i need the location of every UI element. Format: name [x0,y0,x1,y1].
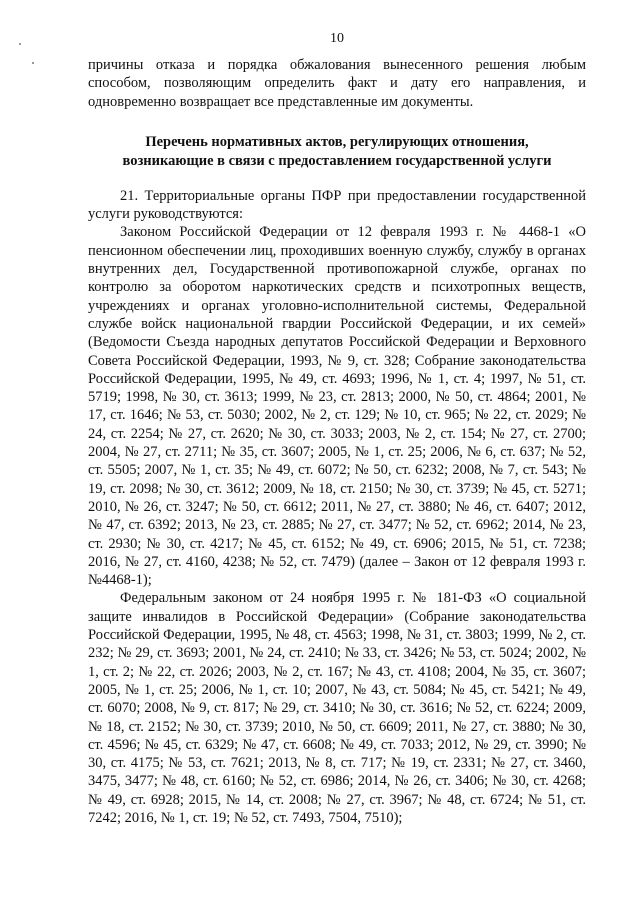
law-181-fz-paragraph: Федеральным законом от 24 ноября 1995 г. № 181-ФЗ «О социальной защите инвалидов в Российской Федерации» (Собрание законодательства Российской Федерации, 1995, № 48, ст. 4563; 1998, № 31, ст. 3803; 1999, № 2, ст. 232; № 29, ст. 3693; 2001, № 24, ст. 2410; № 33, ст. 3426; № 53, ст. 5024; 2002, № 1, ст. 2; № 22, ст. 2026; 2003, № 2, ст. 167; № 43, ст. 4108; 2004, № 35, ст. 3607; 2005, № 1, ст. 25; 2006, № 1, ст. 10; 2007, № 43, ст. 5084; № 45, ст. 5421; № 49, ст. 6070; 2008, № 9, ст. 817; № 29, ст. 3410; № 30, ст. 3616; № 52, ст. 6224; 2009, № 18, ст. 2152; № 30, ст. 3739; 2010, № 50, ст. 6609; 2011, № 27, ст. 3880; № 30, ст. 4596; № 45, ст. 6329; № 47, ст. 6608; № 49, ст. 7033; 2012, № 29, ст. 3990; № 30, ст. 4175; № 53, ст. 7621; 2013, № 8, ст. 717; № 19, ст. 2331; № 27, ст. 3460, 3475, 3477; № 48, ст. 6160; № 52, ст. 6986; 2014, № 26, ст. 3406; № 30, ст. 4268; № 49, ст. 6928; 2015, № 14, ст. 2008; № 27, ст. 3967; № 48, ст. 6724; № 51, ст. 7242; 2016, № 1, ст. 19; № 52, ст. 7493, 7504, 7510); [88,590,586,826]
section-heading [88,133,586,171]
clause-21: 21. Территориальные органы ПФР при предоставлении государственной услуги руководствуются: [88,187,586,223]
scan-speck [19,43,21,45]
section-heading-line-1: Перечень нормативных актов, регулирующих отношения, [145,133,529,150]
section-heading-line-2: возникающие в связи с предоставлением государственной услуги [122,152,552,169]
law-4468-1-paragraph: Законом Российской Федерации от 12 февраля 1993 г. № 4468-1 «О пенсионном обеспечении лиц, проходивших военную службу, службу в органах внутренних дел, Государственной противопожарной службе, органах по контролю за оборотом наркотических средств и психотропных веществ, учреждениях и органах уголовно-исполнительной системы, Федеральной службе войск национальной гвардии Российской Федерации, и их семей» (Ведомости Съезда народных депутатов Российской Федерации и Верховного Совета Российской Федерации, 1993, № 9, ст. 328; Собрание законодательства Российской Федерации, 1995, № 49, ст. 4693; 1996, № 1, ст. 4; 1997, № 51, ст. 5719; 1998, № 30, ст. 3613; 1999, № 23, ст. 2813; 2000, № 50, ст. 4864; 2001, № 17, ст. 1646; № 53, ст. 5030; 2002, № 2, ст. 129; № 10, ст. 965; № 22, ст. 2029; № 24, ст. 2254; № 27, ст. 2620; № 30, ст. 3033; 2003, № 2, ст. 154; № 27, ст. 2700; 2004, № 27, ст. 2711; № 35, ст. 3607; 2005, № 1, ст. 25; 2006, № 6, ст. 637; № 52, ст. 5505; 2007, № 1, ст. 35; № 49, ст. 6072; № 50, ст. 6232; 2008, № 7, ст. 543; № 19, ст. 2098; № 30, ст. 3612; 2009, № 18, ст. 2150; № 30, ст. 3739; № 45, ст. 5271; 2010, № 26, ст. 3247; № 50, ст. 6612; 2011, № 27, ст. 3880; № 46, ст. 6407; 2012, № 47, ст. 6392; 2013, № 23, ст. 2885; № 27, ст. 3477; № 52, ст. 6962; 2014, № 23, ст. 2930; № 30, ст. 4217; № 45, ст. 6152; № 49, ст. 6906; 2015, № 51, ст. 7238; 2016, № 27, ст. 4160, 4238; № 52, ст. 7479) (далее – Закон от 12 февраля 1993 г. №4468-1); [88,224,586,589]
page-number: 10 [330,31,344,46]
document-page [88,30,586,827]
intro-paragraph: причины отказа и порядка обжалования вынесенного решения любым способом, позволяющим определить факт и дату его направления, и одновременно возвращает все представленные им документы. [88,57,586,110]
scan-speck [32,62,34,64]
